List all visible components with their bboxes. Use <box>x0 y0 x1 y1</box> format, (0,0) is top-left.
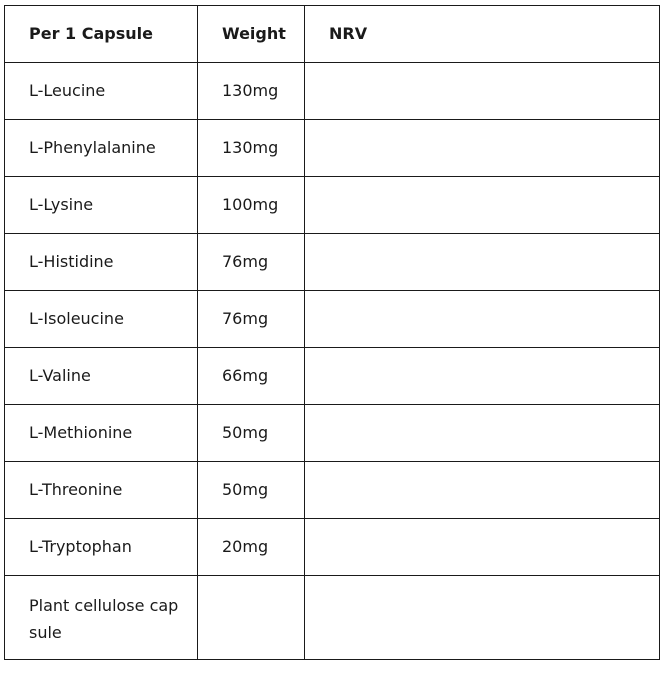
table-row <box>5 291 660 348</box>
ingredient-nrv <box>305 177 660 234</box>
ingredient-nrv <box>305 519 660 576</box>
ingredient-nrv <box>305 234 660 291</box>
header-per-capsule: Per 1 Capsule <box>5 6 198 63</box>
ingredient-nrv <box>305 120 660 177</box>
ingredient-nrv <box>305 291 660 348</box>
header-weight: Weight <box>198 6 305 63</box>
ingredient-name: L-Valine <box>5 348 198 405</box>
ingredient-name: L-Isoleucine <box>5 291 198 348</box>
ingredient-weight: 100mg <box>198 177 305 234</box>
ingredient-name: L-Lysine <box>5 177 198 234</box>
ingredient-name: L-Threonine <box>5 462 198 519</box>
ingredient-weight: 20mg <box>198 519 305 576</box>
ingredient-name: L-Methionine <box>5 405 198 462</box>
ingredient-name: L-Leucine <box>5 63 198 120</box>
ingredient-nrv <box>305 348 660 405</box>
ingredient-name: L-Histidine <box>5 234 198 291</box>
table-row <box>5 462 660 519</box>
table-row <box>5 576 660 660</box>
ingredient-weight: 130mg <box>198 63 305 120</box>
ingredient-weight: 130mg <box>198 120 305 177</box>
table-header-row <box>5 6 660 63</box>
ingredient-nrv <box>305 63 660 120</box>
nutrition-table-container <box>4 5 660 660</box>
ingredient-weight: 50mg <box>198 462 305 519</box>
table-row <box>5 348 660 405</box>
ingredient-name: Plant cellulose capsule <box>5 576 198 660</box>
header-nrv: NRV <box>305 6 660 63</box>
table-row <box>5 234 660 291</box>
table-row <box>5 120 660 177</box>
table-row <box>5 63 660 120</box>
ingredient-weight: 76mg <box>198 291 305 348</box>
table-row <box>5 177 660 234</box>
nutrition-table <box>4 5 660 660</box>
table-row <box>5 405 660 462</box>
table-row <box>5 519 660 576</box>
ingredient-weight: 66mg <box>198 348 305 405</box>
ingredient-name: L-Phenylalanine <box>5 120 198 177</box>
ingredient-name: L-Tryptophan <box>5 519 198 576</box>
ingredient-nrv <box>305 462 660 519</box>
ingredient-weight: 50mg <box>198 405 305 462</box>
ingredient-weight <box>198 576 305 660</box>
ingredient-nrv <box>305 576 660 660</box>
ingredient-weight: 76mg <box>198 234 305 291</box>
ingredient-nrv <box>305 405 660 462</box>
